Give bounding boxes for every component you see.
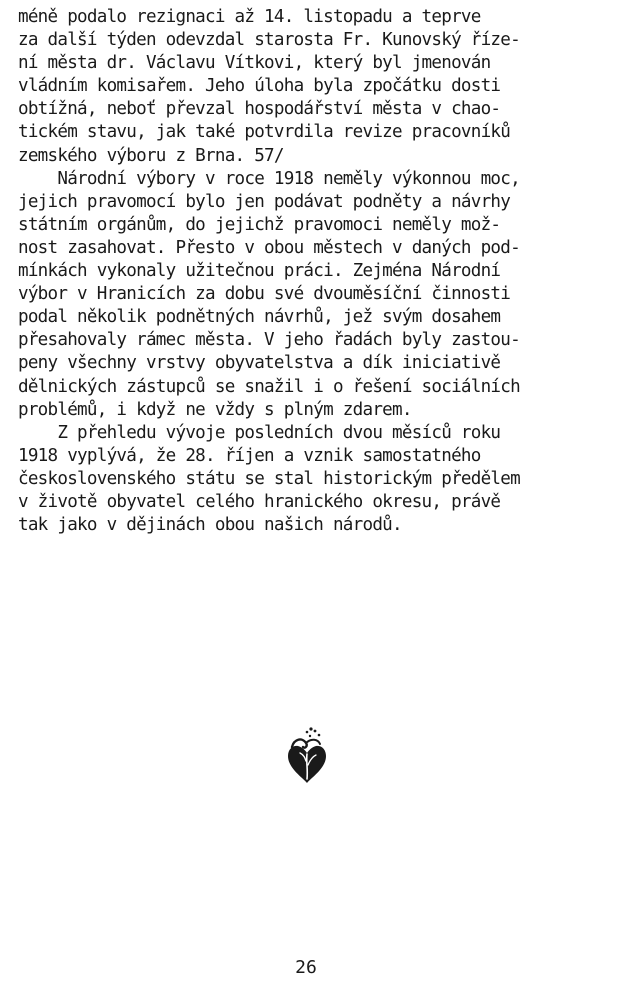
- text-line: tak jako v dějinách obou našich národů.: [18, 515, 402, 536]
- text-line: Z přehledu vývoje posledních dvou měsíců roku: [18, 422, 501, 443]
- text-line: peny všechny vrstvy obyvatelstva a dík iniciativě: [18, 353, 501, 374]
- text-line: méně podalo rezignaci až 14. listopadu a teprve: [18, 7, 481, 27]
- text-line: obtížná, neboť převzal hospodářství města v chao-: [18, 99, 501, 120]
- text-line: jejich pravomocí bylo jen podávat podněty a návrhy: [18, 191, 511, 212]
- text-line: přesahovaly rámec města. V jeho řadách byly zastou-: [18, 330, 520, 351]
- text-line: nost zasahovat. Přesto v obou městech v daných pod-: [18, 237, 520, 258]
- text-line: za další týden odevzdal starosta Fr. Kunovský říze-: [18, 30, 520, 51]
- body-text: [18, 6, 628, 537]
- text-line: tickém stavu, jak také potvrdila revize pracovníků: [18, 122, 511, 143]
- text-line: 1918 vyplývá, že 28. říjen a vznik samostatného: [18, 445, 481, 466]
- text-line: ní města dr. Václavu Vítkovi, který byl jmenován: [18, 53, 491, 74]
- text-line: vládním komisařem. Jeho úloha byla zpočátku dosti: [18, 76, 501, 97]
- text-line: Národní výbory v roce 1918 neměly výkonnou moc,: [18, 168, 520, 189]
- text-line: dělnických zástupců se snažil i o řešení sociálních: [18, 376, 520, 397]
- text-line: výbor v Hranicích za dobu své dvouměsíční činnosti: [18, 284, 511, 305]
- text-line: podal několik podnětných návrhů, jež svým dosahem: [18, 307, 501, 328]
- text-line: československého státu se stal historickým předělem: [18, 468, 520, 489]
- page-number: 26: [295, 957, 317, 978]
- text-line: v životě obyvatel celého hranického okresu, právě: [18, 491, 501, 512]
- text-line: zemského výboru z Brna. 57/: [18, 145, 284, 166]
- text-line: státním orgánům, do jejichž pravomoci neměly mož-: [18, 214, 501, 235]
- text-line: problémů, i když ne vždy s plným zdarem.: [18, 399, 412, 420]
- heart-ornament-icon: [282, 725, 332, 787]
- text-line: mínkách vykonaly užitečnou práci. Zejména Národní: [18, 261, 501, 282]
